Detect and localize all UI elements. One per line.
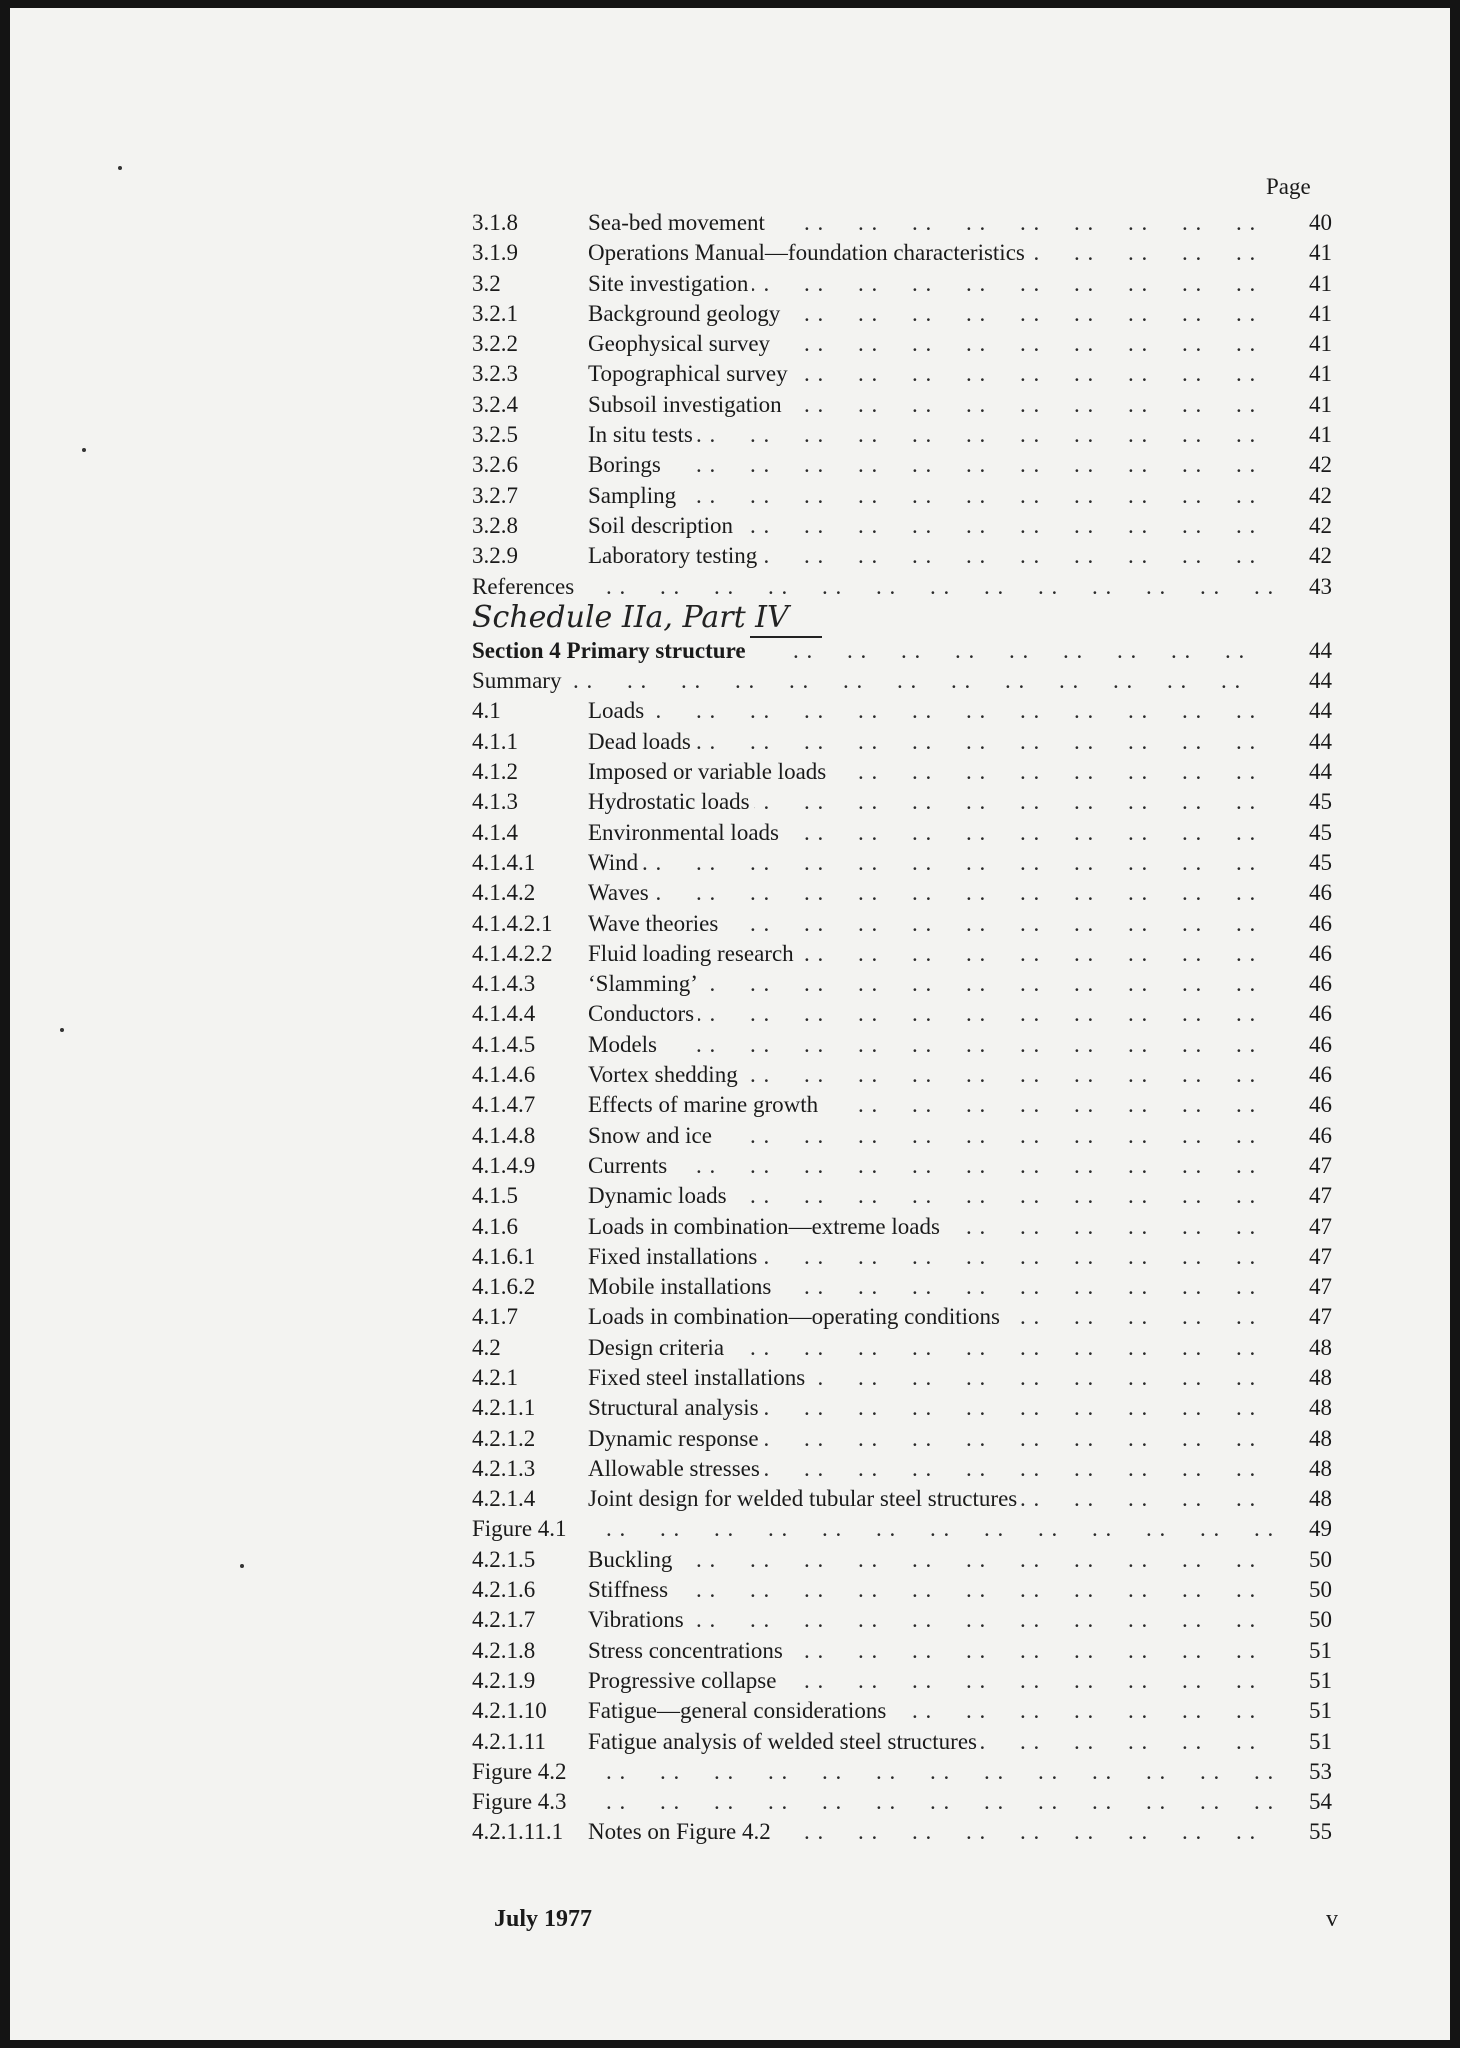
toc-entry	[472, 238, 1332, 268]
toc-entry-title: Waves	[588, 878, 653, 908]
toc-entry	[472, 1272, 1332, 1302]
toc-entry-number: 4.1.2	[472, 757, 522, 787]
toc-entry-page: 46	[1309, 1001, 1332, 1027]
toc-entry-title: Site investigation	[588, 269, 752, 299]
toc-entry	[472, 208, 1332, 238]
toc-entry-number: 4.1.6	[472, 1212, 522, 1242]
toc-entry-number: 4.2.1.5	[472, 1545, 539, 1575]
toc-entry	[472, 757, 1332, 787]
toc-entry-page: 48	[1309, 1395, 1332, 1421]
toc-entry-page: 44	[1309, 759, 1332, 785]
leader-dots	[588, 848, 1272, 878]
toc-entry-number: 4.1.4.5	[472, 1030, 539, 1060]
toc-entry-title: Fixed steel installations	[588, 1363, 809, 1393]
footer-date: July 1977	[494, 1906, 593, 1932]
toc-entry	[472, 329, 1332, 359]
leader-dots	[588, 1151, 1272, 1181]
toc-entry	[472, 390, 1332, 420]
toc-entry-title: Wave theories	[588, 909, 722, 939]
toc-entry-number: 4.1.4.7	[472, 1090, 539, 1120]
toc-entry	[472, 269, 1332, 299]
toc-entry-page: 55	[1309, 1819, 1332, 1845]
toc-entry-page: 50	[1309, 1577, 1332, 1603]
toc-entry-page: 45	[1309, 849, 1332, 875]
toc-entry-page: 46	[1309, 940, 1332, 966]
toc-entry-title: Hydrostatic loads	[588, 787, 754, 817]
toc-entry-number: 4.1.5	[472, 1181, 522, 1211]
toc-entry	[472, 1151, 1332, 1181]
page-column-header: Page	[1266, 174, 1311, 199]
toc-entry-number: 4.1.4.1	[472, 848, 539, 878]
toc-entry-number: 3.2.9	[472, 541, 522, 571]
toc-entry	[472, 1333, 1332, 1363]
toc-entry-title: In situ tests	[588, 420, 697, 450]
toc-entry-page: 41	[1309, 361, 1332, 387]
leader-dots	[606, 1757, 1272, 1787]
toc-entry-number: 4.2.1.9	[472, 1666, 539, 1696]
toc-entry-number: 4.1.4.2.1	[472, 909, 557, 939]
toc-entry	[472, 636, 1332, 666]
toc-entry-number: 3.2.2	[472, 329, 522, 359]
toc-entry-number: 4.2.1.10	[472, 1696, 551, 1726]
leader-dots	[588, 878, 1272, 908]
toc-entry	[472, 1424, 1332, 1454]
toc-entry-page: 41	[1309, 331, 1332, 357]
toc-entry-number: 3.2.7	[472, 481, 522, 511]
toc-entry-title: Sampling	[588, 481, 680, 511]
toc-entry	[472, 818, 1332, 848]
toc-entry-number: 4.1.7	[472, 1302, 522, 1332]
toc-entry-page: 43	[1309, 573, 1332, 599]
toc-entry-page: 47	[1309, 1152, 1332, 1178]
footer-page-number: v	[1326, 1906, 1338, 1932]
toc-entry-title: Fatigue analysis of welded steel structures	[588, 1727, 981, 1757]
toc-entry	[472, 1454, 1332, 1484]
toc-entry-number: 4.2.1.2	[472, 1424, 539, 1454]
toc-entry-number: 4.2.1.11	[472, 1727, 550, 1757]
toc-entry-number: 3.2.1	[472, 299, 522, 329]
toc-entry	[472, 1242, 1332, 1272]
toc-entry-page: 48	[1309, 1334, 1332, 1360]
toc-entry	[472, 1121, 1332, 1151]
scan-speck	[118, 166, 122, 170]
toc-entry-page: 42	[1309, 452, 1332, 478]
toc-entry-number: 4.2.1.6	[472, 1575, 539, 1605]
toc-entry-title: Buckling	[588, 1545, 676, 1575]
toc-entry-title: Structural analysis	[588, 1393, 763, 1423]
table-of-contents	[472, 208, 1332, 1848]
toc-entry-title: Vortex shedding	[588, 1060, 742, 1090]
toc-entry-number: Section 4 Primary structure	[472, 636, 750, 666]
toc-entry-page: 40	[1309, 210, 1332, 235]
toc-entry-page: 46	[1309, 1031, 1332, 1057]
toc-entry-title: Loads in combination—operating conditions	[588, 1302, 1004, 1332]
toc-entry-page: 47	[1309, 1274, 1332, 1300]
toc-entry-page: 48	[1309, 1455, 1332, 1481]
leader-dots	[588, 450, 1272, 480]
toc-entry	[472, 848, 1332, 878]
toc-entry-number: 4.1.1	[472, 727, 522, 757]
toc-entry-page: 44	[1309, 637, 1332, 663]
toc-entry-title: Fluid loading research	[588, 939, 798, 969]
toc-entry-title: Dynamic response	[588, 1424, 763, 1454]
leader-dots	[588, 1575, 1272, 1605]
toc-entry	[472, 1060, 1332, 1090]
leader-dots	[588, 696, 1272, 726]
toc-entry-number: 4.2.1.4	[472, 1484, 539, 1514]
toc-entry-title: ‘Slamming’	[588, 969, 702, 999]
scan-speck	[60, 1028, 64, 1032]
leader-dots	[793, 636, 1272, 666]
toc-entry-number: 4.1.4.2.2	[472, 939, 557, 969]
toc-entry	[472, 727, 1332, 757]
toc-entry-page: 51	[1309, 1637, 1332, 1663]
toc-entry-page: 46	[1309, 880, 1332, 906]
toc-entry-number: 4.2.1.7	[472, 1605, 539, 1635]
handwritten-annotation: Schedule IIa, Part IV	[472, 599, 789, 635]
toc-entry-page: 44	[1309, 698, 1332, 724]
toc-entry-page: 47	[1309, 1213, 1332, 1239]
toc-entry-page: 46	[1309, 1092, 1332, 1118]
toc-entry-title: Environmental loads	[588, 818, 783, 848]
toc-entry-title: Currents	[588, 1151, 671, 1181]
toc-entry-page: 41	[1309, 270, 1332, 296]
toc-entry-page: 53	[1309, 1758, 1332, 1784]
toc-entry-title: Stress concentrations	[588, 1636, 787, 1666]
toc-entry	[472, 1757, 1332, 1787]
toc-entry	[472, 909, 1332, 939]
toc-entry-number: 3.2.8	[472, 511, 522, 541]
toc-entry-title: Laboratory testing	[588, 541, 761, 571]
toc-entry-page: 47	[1309, 1243, 1332, 1269]
toc-entry-page: 44	[1309, 728, 1332, 754]
leader-dots	[588, 1030, 1272, 1060]
leader-dots	[588, 1605, 1272, 1635]
toc-entry-title: Sea-bed movement	[588, 208, 769, 238]
toc-entry-number: 3.2.3	[472, 359, 522, 389]
leader-dots	[588, 481, 1272, 511]
toc-entry-page: 48	[1309, 1364, 1332, 1390]
toc-entry-page: 46	[1309, 1062, 1332, 1088]
leader-dots	[606, 572, 1272, 602]
toc-entry	[472, 1545, 1332, 1575]
document-page	[10, 8, 1450, 2040]
toc-entry-page: 41	[1309, 391, 1332, 417]
toc-entry-page: 44	[1309, 668, 1332, 694]
handwritten-annotation-row	[472, 599, 1332, 636]
toc-entry-title: Dynamic loads	[588, 1181, 731, 1211]
toc-entry	[472, 1393, 1332, 1423]
toc-entry-title: Soil description	[588, 511, 737, 541]
toc-entry	[472, 511, 1332, 541]
toc-entry	[472, 1787, 1332, 1817]
toc-entry-page: 49	[1309, 1516, 1332, 1542]
toc-group-section-3	[472, 208, 1332, 602]
toc-entry-page: 46	[1309, 971, 1332, 997]
toc-entry-number: 3.1.9	[472, 238, 522, 268]
toc-entry-title: Loads	[588, 696, 648, 726]
toc-entry	[472, 1212, 1332, 1242]
toc-entry-page: 46	[1309, 1122, 1332, 1148]
toc-entry	[472, 420, 1332, 450]
toc-entry-title: Operations Manual—foundation characteristics	[588, 238, 1029, 268]
toc-entry	[472, 696, 1332, 726]
toc-entry	[472, 1696, 1332, 1726]
toc-entry	[472, 1302, 1332, 1332]
toc-entry-page: 54	[1309, 1789, 1332, 1815]
toc-entry-page: 47	[1309, 1183, 1332, 1209]
toc-entry-title: Models	[588, 1030, 661, 1060]
toc-entry	[472, 481, 1332, 511]
toc-entry-page: 51	[1309, 1698, 1332, 1724]
toc-entry-page: 51	[1309, 1667, 1332, 1693]
toc-entry-number: 4.1.4.9	[472, 1151, 539, 1181]
toc-entry-number: 4.1.4.8	[472, 1121, 539, 1151]
toc-entry-page: 41	[1309, 422, 1332, 448]
toc-entry-title: Dead loads	[588, 727, 695, 757]
toc-entry	[472, 541, 1332, 571]
toc-entry	[472, 1727, 1332, 1757]
toc-entry	[472, 1514, 1332, 1544]
toc-entry-title: Stiffness	[588, 1575, 672, 1605]
toc-entry-title: Subsoil investigation	[588, 390, 786, 420]
leader-dots	[606, 1514, 1272, 1544]
toc-entry	[472, 1363, 1332, 1393]
toc-entry-number: 4.2.1.1	[472, 1393, 539, 1423]
toc-entry-number: Figure 4.3	[472, 1787, 571, 1817]
toc-entry	[472, 1605, 1332, 1635]
toc-entry	[472, 939, 1332, 969]
toc-entry-title: Progressive collapse	[588, 1666, 780, 1696]
toc-entry-page: 42	[1309, 512, 1332, 538]
leader-dots	[588, 1545, 1272, 1575]
toc-entry-title: Fatigue—general considerations	[588, 1696, 890, 1726]
toc-entry	[472, 1181, 1332, 1211]
toc-entry-title: Wind	[588, 848, 642, 878]
toc-entry	[472, 1636, 1332, 1666]
toc-entry-number: Figure 4.1	[472, 1514, 571, 1544]
toc-entry	[472, 1817, 1332, 1847]
toc-entry-page: 50	[1309, 1546, 1332, 1572]
toc-entry-page: 42	[1309, 543, 1332, 569]
toc-entry-number: 4.1.6.2	[472, 1272, 539, 1302]
toc-entry-number: 4.1.6.1	[472, 1242, 539, 1272]
toc-entry-title: Loads in combination—extreme loads	[588, 1212, 944, 1242]
toc-entry-title: Conductors	[588, 999, 698, 1029]
toc-entry-page: 48	[1309, 1425, 1332, 1451]
toc-entry-number: 4.1	[472, 696, 505, 726]
toc-entry-title: Mobile installations	[588, 1272, 775, 1302]
leader-dots	[606, 1787, 1272, 1817]
toc-entry-page: 45	[1309, 789, 1332, 815]
toc-entry-title: Imposed or variable loads	[588, 757, 830, 787]
toc-entry-title: Borings	[588, 450, 665, 480]
toc-entry-title: Geophysical survey	[588, 329, 774, 359]
toc-entry	[472, 878, 1332, 908]
toc-entry-number: Summary	[472, 666, 565, 696]
toc-entry	[472, 359, 1332, 389]
toc-entry-page: 41	[1309, 240, 1332, 266]
toc-entry	[472, 969, 1332, 999]
toc-entry-number: References	[472, 572, 578, 602]
toc-entry-page: 42	[1309, 482, 1332, 508]
toc-entry-title: Allowable stresses	[588, 1454, 764, 1484]
scan-speck	[240, 1564, 244, 1568]
toc-entry-page: 45	[1309, 819, 1332, 845]
toc-entry	[472, 450, 1332, 480]
toc-entry-number: 3.1.8	[472, 208, 522, 238]
toc-entry	[472, 1575, 1332, 1605]
toc-entry-page: 41	[1309, 300, 1332, 326]
toc-entry-number: 4.1.3	[472, 787, 522, 817]
toc-group-section-4	[472, 636, 1332, 1848]
toc-entry-number: 4.1.4.6	[472, 1060, 539, 1090]
toc-entry-number: 4.2.1.11.1	[472, 1817, 567, 1847]
toc-entry-number: 4.1.4	[472, 818, 522, 848]
toc-entry-number: 4.1.4.3	[472, 969, 539, 999]
toc-entry-page: 48	[1309, 1486, 1332, 1512]
toc-entry	[472, 787, 1332, 817]
toc-entry-title: Background geology	[588, 299, 784, 329]
toc-entry-title: Snow and ice	[588, 1121, 716, 1151]
toc-entry-title: Effects of marine growth	[588, 1090, 822, 1120]
toc-entry-page: 46	[1309, 910, 1332, 936]
toc-entry-number: 3.2.5	[472, 420, 522, 450]
toc-entry-page: 50	[1309, 1607, 1332, 1633]
toc-entry	[472, 1484, 1332, 1514]
toc-entry-page: 51	[1309, 1728, 1332, 1754]
toc-entry-title: Fixed installations	[588, 1242, 761, 1272]
toc-entry-title: Design criteria	[588, 1333, 728, 1363]
scan-speck	[82, 448, 86, 452]
toc-entry-number: 4.1.4.2	[472, 878, 539, 908]
toc-entry-number: 3.2.6	[472, 450, 522, 480]
toc-entry	[472, 666, 1332, 696]
toc-entry	[472, 1666, 1332, 1696]
toc-entry	[472, 572, 1332, 602]
toc-entry-page: 47	[1309, 1304, 1332, 1330]
toc-entry-title: Topographical survey	[588, 359, 792, 389]
toc-entry-number: 4.2.1.8	[472, 1636, 539, 1666]
toc-entry-number: Figure 4.2	[472, 1757, 571, 1787]
toc-entry	[472, 999, 1332, 1029]
toc-entry-title: Vibrations	[588, 1605, 688, 1635]
leader-dots	[573, 666, 1272, 696]
toc-entry	[472, 1090, 1332, 1120]
toc-entry-title: Notes on Figure 4.2	[588, 1817, 775, 1847]
toc-entry	[472, 299, 1332, 329]
toc-entry-number: 4.2.1.3	[472, 1454, 539, 1484]
toc-entry-number: 4.2.1	[472, 1363, 522, 1393]
toc-entry-title: Joint design for welded tubular steel structures	[588, 1484, 1021, 1514]
toc-entry-number: 3.2.4	[472, 390, 522, 420]
toc-entry-number: 3.2	[472, 269, 505, 299]
toc-entry-number: 4.2	[472, 1333, 505, 1363]
toc-entry	[472, 1030, 1332, 1060]
toc-entry-number: 4.1.4.4	[472, 999, 539, 1029]
